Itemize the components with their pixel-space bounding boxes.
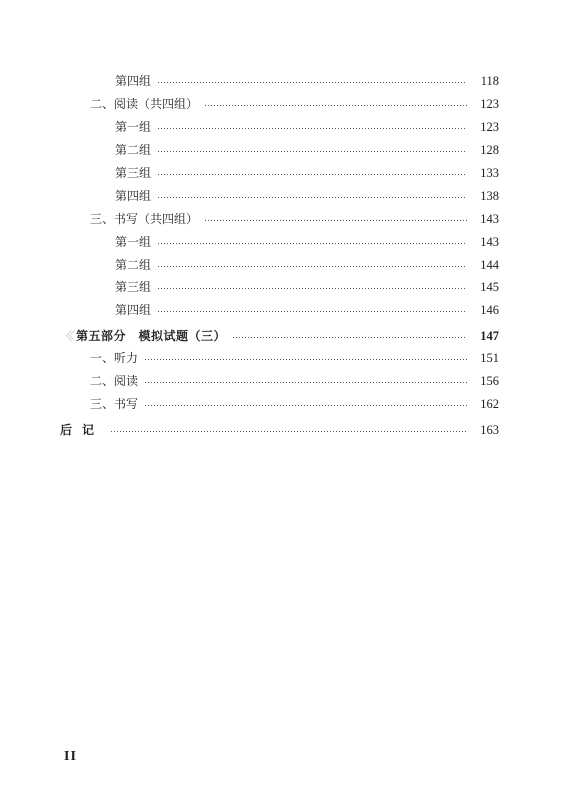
toc-entry-page: 118: [480, 74, 499, 88]
dot-leader: [157, 197, 467, 198]
toc-entry-page: 162: [480, 397, 499, 411]
toc-entry[interactable]: [90, 371, 499, 391]
toc-entry-page: 156: [480, 374, 499, 388]
toc-entry-page: 147: [480, 329, 499, 343]
toc-entry-page: 123: [480, 97, 499, 111]
toc-entry-label: 二、阅读（共四组）: [90, 97, 199, 111]
toc-entry[interactable]: [115, 255, 499, 275]
toc-entry-label: 第二组: [115, 258, 152, 272]
toc-entry-page: 145: [480, 280, 499, 294]
toc-entry-page: 143: [480, 235, 499, 249]
toc-entry-label: 三、书写: [90, 397, 139, 411]
dot-leader: [157, 151, 467, 152]
dot-leader: [204, 220, 467, 221]
dot-leader: [157, 311, 467, 312]
toc-entry-label: 第一组: [115, 120, 152, 134]
toc-entry-label: 第四组: [115, 189, 152, 203]
toc-entry-label: 后记: [60, 423, 105, 437]
toc-entry[interactable]: [90, 94, 499, 114]
toc-entry[interactable]: [115, 300, 499, 320]
toc-entry-label: 第四组: [115, 74, 152, 88]
dot-leader: [157, 243, 467, 244]
toc-entry-page: 144: [480, 258, 499, 272]
toc-entry[interactable]: [115, 186, 499, 206]
toc-entry[interactable]: [90, 348, 499, 368]
toc-entry-page: 138: [480, 189, 499, 203]
toc-part-entry[interactable]: [60, 326, 499, 346]
toc-entry[interactable]: [115, 163, 499, 183]
toc-entry-label: 第三组: [115, 280, 152, 294]
toc-entry-page: 128: [480, 143, 499, 157]
toc-entry-page: 133: [480, 166, 499, 180]
toc-entry[interactable]: [115, 277, 499, 297]
double-chevron-left-icon: 〈〈: [60, 329, 73, 343]
toc-entry-page: 163: [480, 423, 499, 437]
toc-entry-label: 第一组: [115, 235, 152, 249]
dot-leader: [204, 105, 467, 106]
toc-entry-page: 146: [480, 303, 499, 317]
toc-entry[interactable]: [115, 117, 499, 137]
toc-entry-label: 第五部分 模拟试题（三）: [76, 329, 227, 343]
toc-entry[interactable]: [115, 71, 499, 91]
toc-afterword-entry[interactable]: [60, 420, 499, 440]
dot-leader: [157, 128, 467, 129]
toc-entry-label: 第三组: [115, 166, 152, 180]
dot-leader: [144, 382, 467, 383]
toc-entry-page: 151: [480, 351, 499, 365]
toc-entry-page: 123: [480, 120, 499, 134]
dot-leader: [232, 337, 467, 338]
page-folio: II: [64, 749, 77, 764]
toc-entry-label: 第四组: [115, 303, 152, 317]
toc-entry[interactable]: [90, 209, 499, 229]
toc-entry-page: 143: [480, 212, 499, 226]
dot-leader: [157, 82, 467, 83]
dot-leader: [110, 431, 467, 432]
dot-leader: [157, 288, 467, 289]
toc-entry-label: 三、书写（共四组）: [90, 212, 199, 226]
toc-entry-label: 一、听力: [90, 351, 139, 365]
toc-entry-label: 第二组: [115, 143, 152, 157]
toc-entry[interactable]: [115, 140, 499, 160]
toc-entry[interactable]: [115, 232, 499, 252]
dot-leader: [144, 405, 467, 406]
toc-entry[interactable]: [90, 394, 499, 414]
dot-leader: [157, 266, 467, 267]
dot-leader: [157, 174, 467, 175]
toc-entry-label: 二、阅读: [90, 374, 139, 388]
dot-leader: [144, 359, 467, 360]
